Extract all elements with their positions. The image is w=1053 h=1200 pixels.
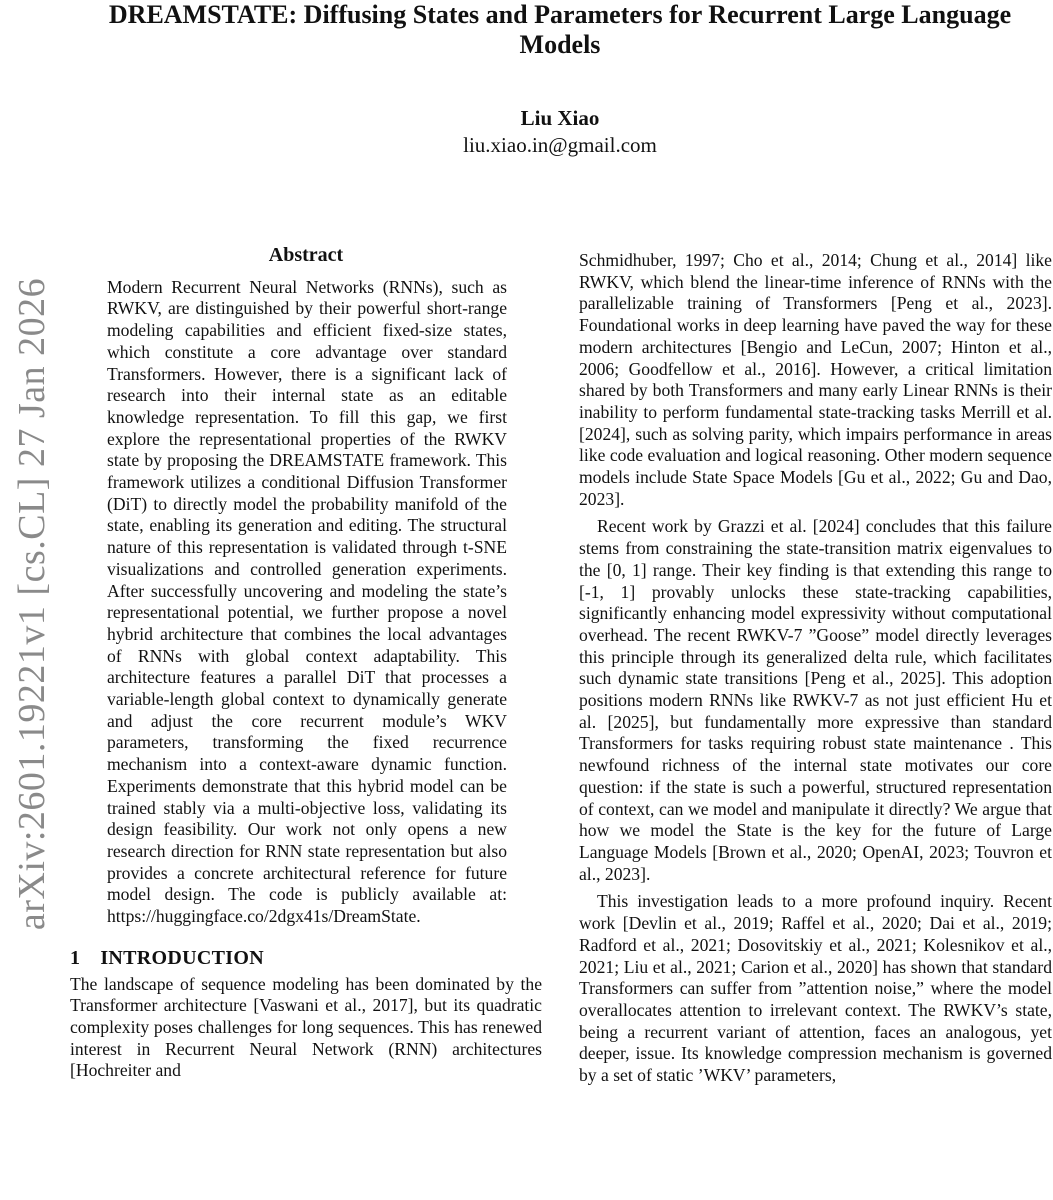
intro-paragraph-2: Recent work by Grazzi et al. [2024] concludes that this failure stems from constraining the state-transition matrix eigenvalues to the [0, 1] range. Their key finding is that extending this range to [-1, 1] provably unlocks these state-tracking capabilities, significantly enhancing model expressivity without computational overhead. The recent RWKV-7 ”Goose” model directly leverages this principle through its generalized delta rule, which facilitates such dynamic state transitions [Peng et al., 2025]. This adoption positions modern RNNs like RWKV-7 as not just efficient Hu et al. [2025], but fundamentally more expressive than standard Transformers for tasks requiring robust state maintenance . This newfound richness of the internal state motivates our core question: if the state is such a powerful, structured representation of context, can we model and manipulate it directly? We argue that how we model the State is the key for the future of Large Language Models [Brown et al., 2020; OpenAI, 2023; Touvron et al., 2023]. xyxy=(579,516,1052,884)
intro-paragraph-1: The landscape of sequence modeling has been dominated by the Transformer architecture [Vaswani et al., 2017], but its quadratic complexity poses challenges for long sequences. This has renewed interest in Recurrent Neural Network (RNN) architectures [Hochreiter and xyxy=(70,973,542,1081)
abstract-text: Modern Recurrent Neural Networks (RNNs), such as RWKV, are distinguished by their powerful short-range modeling capabilities and efficient fixed-size states, which constitute a core advantage over standard Transformers. However, there is a significant lack of research into their internal state as an editable knowledge representation. To fill this gap, we first explore the representational properties of the RWKV state by proposing the DREAMSTATE framework. This framework utilizes a conditional Diffusion Transformer (DiT) to directly model the probability manifold of the state, enabling its generation and editing. The structural nature of this representation is validated through t-SNE visualizations and controlled generation experiments. After successfully uncovering and modeling the state’s representational potential, we further propose a novel hybrid architecture that combines the local advantages of RNNs with global context adaptability. This architecture features a parallel DiT that processes a variable-length global context to dynamically generate and adjust the core recurrent module’s WKV parameters, transforming the fixed recurrence mechanism into a context-aware dynamic function. Experiments demonstrate that this hybrid model can be trained stably via a multi-objective loss, validating its design feasibility. Our work not only opens a new research direction for RNN state representation but also provides a concrete architectural reference for future model design. The code is publicly available at: https://huggingface.co/2dgx41s/DreamState. xyxy=(107,276,507,927)
intro-paragraph-1-continued: Schmidhuber, 1997; Cho et al., 2014; Chung et al., 2014] like RWKV, which blend the linear-time inference of RNNs with the parallelizable training of Transformers [Peng et al., 2023]. Foundational works in deep learning have paved the way for these modern architectures [Bengio and LeCun, 2007; Hinton et al., 2006; Goodfellow et al., 2016]. However, a critical limitation shared by both Transformers and many early Linear RNNs is their inability to perform fundamental state-tracking tasks Merrill et al. [2024], such as solving parity, which impairs performance in areas like code evaluation and logical reasoning. Other modern sequence models include State Space Models [Gu et al., 2022; Gu and Dao, 2023]. xyxy=(579,250,1052,509)
left-column xyxy=(70,245,542,1082)
intro-paragraph-3: This investigation leads to a more profound inquiry. Recent work [Devlin et al., 2019; Raffel et al., 2020; Dai et al., 2019; Radford et al., 2021; Dosovitskiy et al., 2021; Kolesnikov et al., 2021; Liu et al., 2021; Carion et al., 2020] has shown that standard Transformers can suffer from ”attention noise,” where the model overallocates attention to irrelevant context. The RWKV’s state, being a recurrent variant of attention, faces an analogous, yet deeper, issue. Its knowledge compression mechanism is governed by a set of static ’WKV’ parameters, xyxy=(579,891,1052,1086)
arxiv-stamp: arXiv:2601.19221v1 [cs.CL] 27 Jan 2026 xyxy=(11,277,53,931)
author-name: Liu Xiao xyxy=(520,106,600,130)
right-column xyxy=(579,250,1052,1087)
paper-title: DREAMSTATE: Diffusing States and Parameters for Recurrent Large Language Models xyxy=(108,0,1012,59)
abstract-heading: Abstract xyxy=(268,244,344,266)
author-email[interactable]: liu.xiao.in@gmail.com xyxy=(463,133,657,157)
section-title: INTRODUCTION xyxy=(100,946,264,969)
section-heading-introduction xyxy=(70,948,542,970)
section-number: 1 xyxy=(70,946,81,969)
